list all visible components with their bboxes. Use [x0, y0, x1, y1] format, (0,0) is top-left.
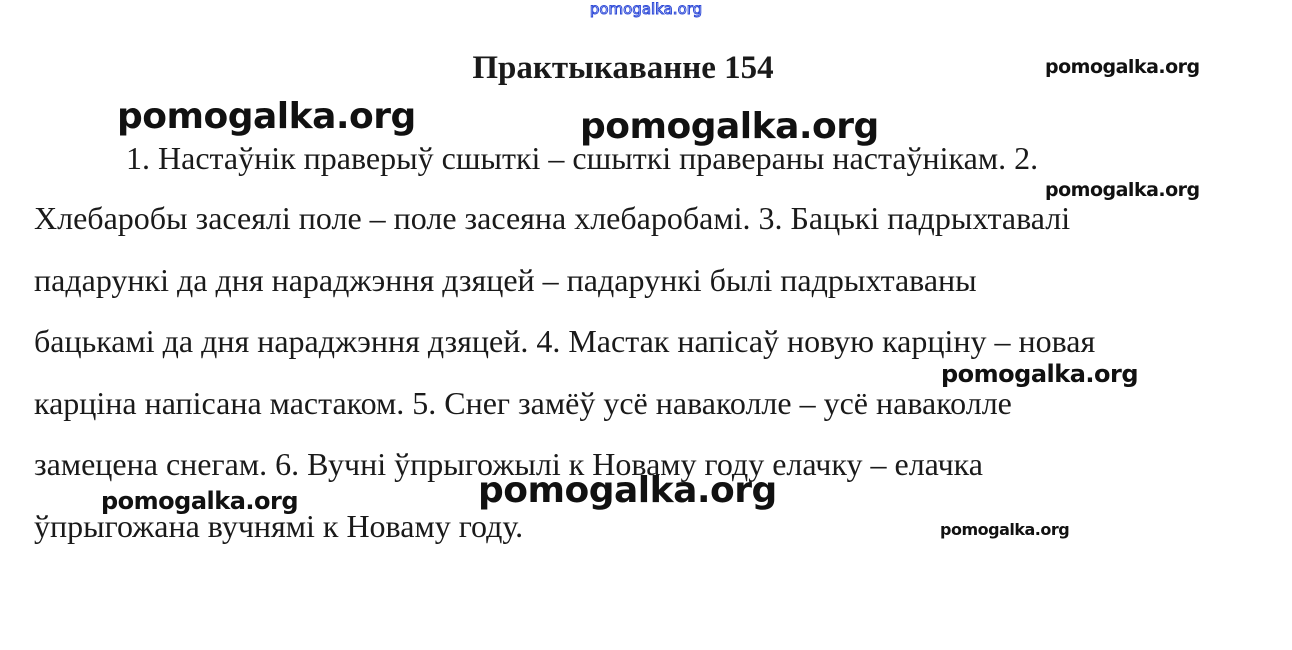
- watermark: pomogalka.org: [580, 106, 879, 147]
- page-title: Практыкаванне 154: [472, 50, 774, 86]
- text-line: Хлебаробы засеялі поле – поле засеяна хлебаробамі. 3. Бацькі падрыхтавалі: [34, 200, 1071, 236]
- text-line: бацькамі да дня нараджэння дзяцей. 4. Мастак напісаў новую карціну – новая: [34, 323, 1096, 359]
- site-link[interactable]: pomogalka.org: [589, 0, 703, 18]
- watermark: pomogalka.org: [101, 487, 299, 515]
- text-line: карціна напісана мастаком. 5. Снег замёў усё наваколле – усё наваколле: [34, 385, 1012, 421]
- text-line: 1. Настаўнік праверыў сшыткі – сшыткі правераны настаўнікам. 2.: [126, 140, 1039, 176]
- watermark: pomogalka.org: [1045, 56, 1200, 78]
- watermark: pomogalka.org: [117, 96, 416, 137]
- watermark: pomogalka.org: [478, 470, 777, 511]
- text-line: замецена снегам. 6. Вучні ўпрыгожылі к Новаму году елачку – елачка: [34, 446, 983, 482]
- watermark: pomogalka.org: [941, 360, 1139, 388]
- watermark: pomogalka.org: [1045, 179, 1200, 201]
- text-line: падарункі да дня нараджэння дзяцей – падарункі былі падрыхтаваны: [34, 262, 977, 298]
- text-line: ўпрыгожана вучнямі к Новаму году.: [34, 508, 524, 544]
- watermark: pomogalka.org: [940, 520, 1070, 539]
